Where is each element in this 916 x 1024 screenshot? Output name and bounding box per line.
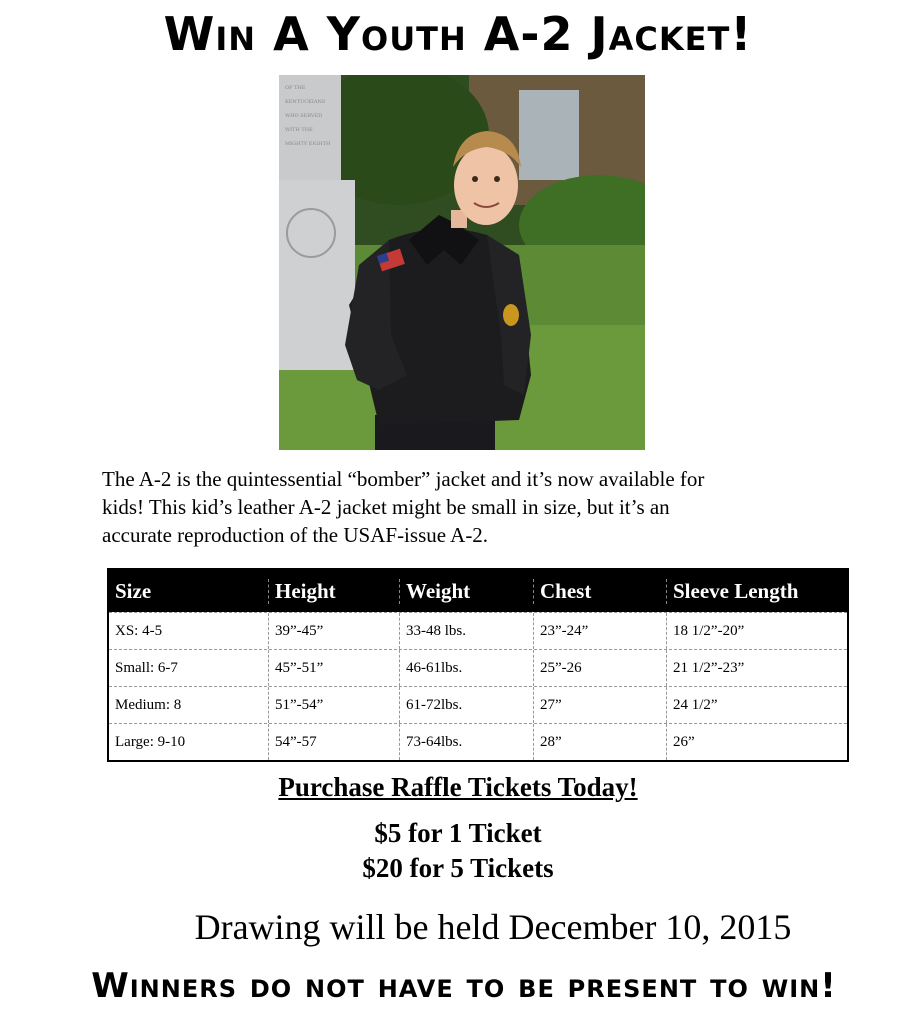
intro-line: accurate reproduction of the USAF-issue A-2.	[102, 523, 489, 547]
cell-weight: 61-72lbs.	[399, 687, 533, 723]
price-five-tickets: $20 for 5 Tickets	[362, 853, 554, 883]
jacket-photo-illustration	[279, 75, 645, 450]
intro-paragraph	[102, 465, 822, 549]
header-size: Size	[115, 578, 152, 603]
table-row	[109, 612, 847, 649]
footer-notice: Winners do not have to be present to win!	[91, 966, 837, 1006]
cell-chest: 28”	[533, 724, 666, 760]
cell-chest: 25”-26	[533, 650, 666, 686]
intro-line: kids! This kid’s leather A-2 jacket might be small in size, but it’s an	[102, 495, 670, 519]
cell-size: Medium: 8	[115, 697, 182, 713]
cell-size: XS: 4-5	[115, 623, 163, 639]
cell-height: 54”-57	[268, 724, 399, 760]
table-row	[109, 686, 847, 723]
size-chart-table	[107, 568, 849, 762]
flyer-title: Win A Youth A-2 Jacket!	[163, 7, 753, 61]
cell-chest: 27”	[533, 687, 666, 723]
cell-size: Large: 9-10	[115, 734, 186, 750]
table-header-row	[109, 570, 847, 612]
cell-weight: 73-64lbs.	[399, 724, 533, 760]
cell-sleeve-length: 21 1/2”-23”	[666, 650, 847, 686]
monument-text-4: WITH THE	[285, 127, 313, 133]
header-sleeve-length: Sleeve Length	[666, 579, 847, 604]
header-weight: Weight	[399, 579, 533, 604]
intro-line: The A-2 is the quintessential “bomber” jacket and it’s now available for	[102, 467, 705, 491]
monument-text-5: MIGHTY EIGHTH	[285, 141, 331, 147]
cell-weight: 33-48 lbs.	[399, 613, 533, 649]
cell-height: 51”-54”	[268, 687, 399, 723]
cell-height: 45”-51”	[268, 650, 399, 686]
cell-height: 39”-45”	[268, 613, 399, 649]
cell-sleeve-length: 18 1/2”-20”	[666, 613, 847, 649]
monument-text-1: OF THE	[285, 85, 306, 91]
cell-weight: 46-61lbs.	[399, 650, 533, 686]
raffle-heading: Purchase Raffle Tickets Today!	[278, 772, 638, 802]
header-height: Height	[268, 579, 399, 604]
cell-sleeve-length: 26”	[666, 724, 847, 760]
table-row	[109, 649, 847, 686]
cell-sleeve-length: 24 1/2”	[666, 687, 847, 723]
cell-chest: 23”-24”	[533, 613, 666, 649]
monument-text-3: WHO SERVED	[285, 113, 323, 119]
header-chest: Chest	[533, 579, 666, 604]
monument-text-2: KENTUCKIANS	[285, 99, 326, 105]
jacket-photo	[279, 75, 645, 450]
price-single-ticket: $5 for 1 Ticket	[374, 818, 542, 848]
drawing-date: Drawing will be held December 10, 2015	[194, 907, 792, 947]
cell-size: Small: 6-7	[115, 660, 178, 676]
table-row	[109, 723, 847, 760]
